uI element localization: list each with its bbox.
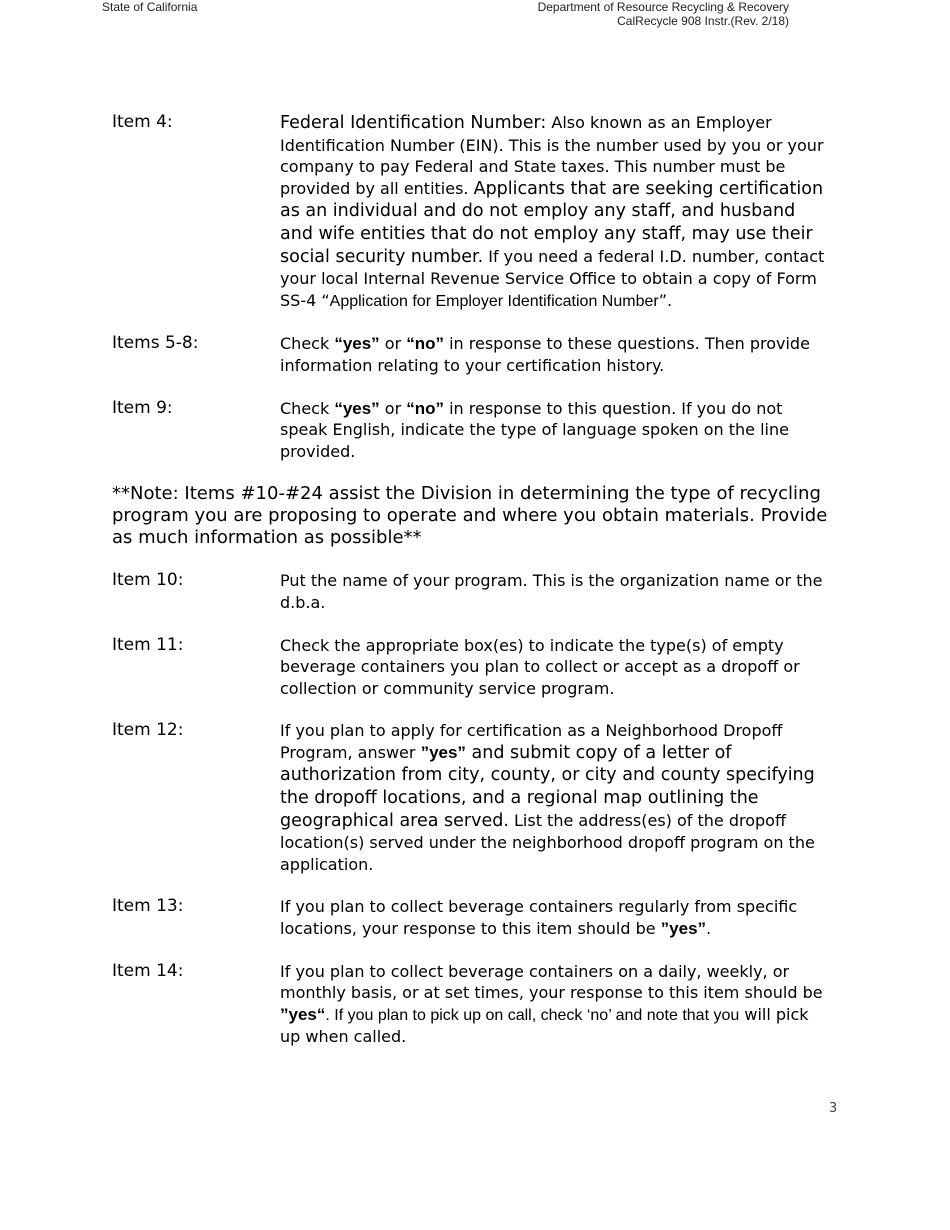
header-form-revision: CalRecycle 908 Instr.(Rev. 2/18) <box>617 14 789 28</box>
item-label: Item 10: <box>112 570 184 591</box>
item-text-part: will pick up when called. <box>280 1004 809 1047</box>
item-description <box>280 961 832 1048</box>
item-4-text-1: Also known as an Employer Identification Number (EIN). This is the number used by you or your company to pay Federal and State taxes. This number must be provided by all entities. <box>280 113 824 198</box>
yes-emphasis: “yes” <box>334 398 380 418</box>
item-11 <box>112 635 832 700</box>
item-14 <box>112 961 832 1048</box>
item-10 <box>112 570 832 613</box>
item-label: Item 4: <box>112 112 173 132</box>
header-department-line: Department of Resource Recycling & Recovery <box>537 0 789 14</box>
item-description <box>280 112 832 312</box>
item-text-part: or <box>379 398 407 418</box>
no-emphasis: “no” <box>406 334 445 354</box>
item-label: Item 12: <box>112 720 184 741</box>
yes-emphasis: ”yes” <box>660 919 707 939</box>
no-emphasis: “no” <box>406 398 445 418</box>
item-description <box>280 333 832 376</box>
item-label: Item 14: <box>112 960 184 981</box>
item-description <box>280 896 832 939</box>
item-description: Put the name of your program. This is the organization name or the d.b.a. <box>280 571 823 612</box>
item-label: Item 13: <box>112 896 184 917</box>
item-label: Item 11: <box>112 634 184 655</box>
item-text-part: List the address(es) of the dropoff location(s) served under the neighborhood dropoff program on the application. <box>280 810 815 874</box>
page-number: 3 <box>829 1101 838 1116</box>
item-4 <box>112 112 832 312</box>
yes-emphasis: ”yes” <box>420 742 466 762</box>
item-4-heading: Federal Identification Number: <box>280 113 547 133</box>
item-12 <box>112 720 832 875</box>
header-department <box>500 0 789 28</box>
item-text-part: or <box>379 334 407 354</box>
header-state: State of California <box>102 0 198 14</box>
item-9 <box>112 398 832 463</box>
item-description <box>280 398 832 463</box>
division-note: **Note: Items #10-#24 assist the Division in determining the type of recycling program you are proposing to operate and where you obtain materials. Provide as much information as possible** <box>112 483 828 549</box>
item-text-part: If you plan to collect beverage containers regularly from specific locations, your response to this item should be <box>280 897 798 939</box>
yes-emphasis: “yes” <box>334 334 380 354</box>
yes-emphasis: ”yes“ <box>280 1004 326 1024</box>
item-4-text-4: ”. <box>658 290 673 310</box>
item-text-part: in response to these questions. Then provide information relating to your certification history. <box>280 334 810 375</box>
item-5-8 <box>112 333 832 376</box>
item-label: Item 9: <box>112 397 173 418</box>
item-text-part: in response to this question. If you do not speak English, indicate the type of language spoken on the line provided. <box>280 398 789 461</box>
item-4-text-3: If you need a federal I.D. number, contact your local Internal Revenue Service Office to obtain a copy of Form SS-4 “ <box>280 246 825 310</box>
item-text-part: and submit copy of a letter of authorization from city, county, or city and county specifying the dropoff locations, and a regional map outlining the geographical area served. <box>280 742 815 831</box>
item-text-part: . <box>706 919 712 939</box>
item-description: Check the appropriate box(es) to indicate the type(s) of empty beverage containers you plan to collect or accept as a dropoff or collection or community service program. <box>280 635 800 698</box>
item-text-part: Check <box>280 398 335 418</box>
item-4-form-title: Application for Employer Identification Number <box>329 292 659 310</box>
item-text-part: If you plan to apply for certification as a Neighborhood Dropoff Program, answer <box>280 721 783 762</box>
item-label: Items 5-8: <box>112 333 199 354</box>
item-text-part: Check <box>280 334 335 354</box>
item-text-part: If you plan to collect beverage containers on a daily, weekly, or monthly basis, or at set times, your response to this item should be <box>280 961 823 1003</box>
item-description <box>280 720 832 875</box>
item-13 <box>112 896 832 939</box>
item-text-part: . If you plan to pick up on call, check ‘no’ and note that you <box>325 1006 740 1024</box>
instructions-body <box>112 112 832 1069</box>
item-4-text-2: Applicants that are seeking certification as an individual and do not employ any staff, and husband and wife entities that do not employ any staff, may use their social security number. <box>280 178 824 267</box>
